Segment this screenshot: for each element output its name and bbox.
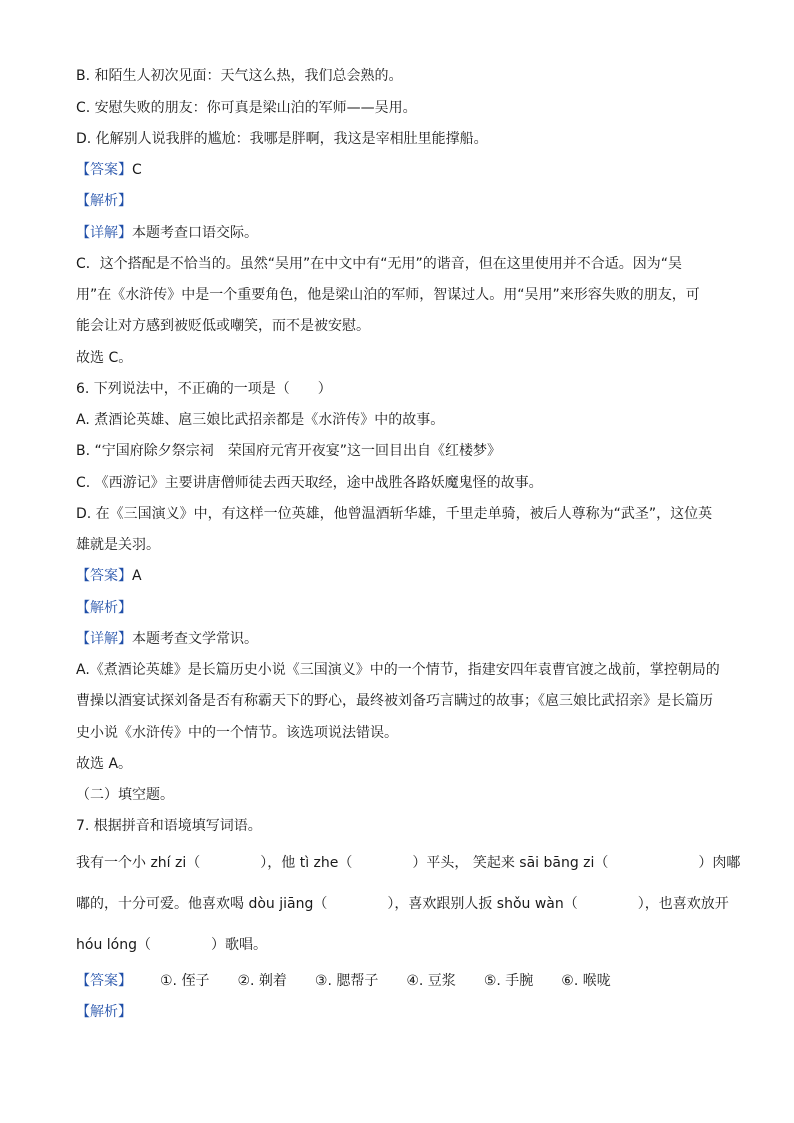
answer-line-5	[76, 160, 726, 180]
answer-item: ⑥. 喉咙	[561, 973, 611, 989]
answer-item: ④. 豆浆	[406, 973, 456, 989]
detail-text: 本题考查口语交际。	[132, 225, 258, 241]
analysis-tag: 【解析】	[76, 600, 132, 616]
explanation-line: 曹操以酒宴试探刘备是否有称霸天下的野心，最终被刘备巧言瞒过的故事；《扈三娘比武招亲》是长篇历	[76, 693, 713, 709]
question-6: 6. 下列说法中，不正确的一项是（ ）	[76, 381, 332, 397]
analysis-tag: 【解析】	[76, 1004, 132, 1020]
answer-item: ③. 腮帮子	[314, 973, 379, 989]
q6-option-d-cont: 雄就是关羽。	[76, 537, 160, 553]
answer-value: A	[132, 568, 142, 584]
pinyin-line-3: hóu lóng（ ）歌唱。	[76, 937, 267, 953]
option-d: D. 化解别人说我胖的尴尬：我哪是胖啊，我这是宰相肚里能撑船。	[76, 131, 488, 147]
detail-line-5	[76, 223, 726, 243]
q6-option-a: A. 煮酒论英雄、扈三娘比武招亲都是《水浒传》中的故事。	[76, 412, 445, 428]
option-c: C. 安慰失败的朋友：你可真是梁山泊的军师——吴用。	[76, 100, 417, 116]
section-heading: （二）填空题。	[76, 787, 174, 803]
analysis-tag: 【解析】	[76, 193, 132, 209]
analysis-line-7	[76, 1002, 726, 1022]
detail-line-6	[76, 629, 726, 649]
detail-text: 本题考查文学常识。	[132, 631, 258, 647]
q6-option-b: B. “宁国府除夕祭宗祠 荣国府元宵开夜宴”这一回目出自《红楼梦》	[76, 443, 502, 459]
explanation-line: 史小说《水浒传》中的一个情节。该选项说法错误。	[76, 725, 398, 741]
explanation-line: 能会让对方感到被贬低或嘲笑，而不是被安慰。	[76, 318, 370, 334]
explanation-line: A.《煮酒论英雄》是长篇历史小说《三国演义》中的一个情节，指建安四年袁曹官渡之战前，掌控朝局的	[76, 662, 720, 678]
detail-tag: 【详解】	[76, 225, 132, 241]
explanation-line: 用”在《水浒传》中是一个重要角色，他是梁山泊的军师，智谋过人。用“吴用”来形容失败的朋友，可	[76, 287, 700, 303]
option-b: B. 和陌生人初次见面：天气这么热，我们总会熟的。	[76, 68, 403, 84]
q6-option-c: C. 《西游记》主要讲唐僧师徒去西天取经，途中战胜各路妖魔鬼怪的故事。	[76, 475, 543, 491]
answer-tag: 【答案】	[76, 568, 132, 584]
answer-item: ②. 剃着	[237, 973, 287, 989]
explanation-line: C．这个搭配是不恰当的。虽然“吴用”在中文中有“无用”的谐音，但在这里使用并不合适。因为“吴	[76, 256, 683, 272]
pinyin-line-2: 嘟的，十分可爱。他喜欢喝 dòu jiāng（ ），喜欢跟别人扳 shǒu wàn（ ），也喜欢放开	[76, 896, 729, 912]
question-7: 7. 根据拼音和语境填写词语。	[76, 818, 262, 834]
analysis-line-5	[76, 191, 726, 211]
answer-item: ①. 侄子	[160, 973, 210, 989]
q6-option-d: D. 在《三国演义》中，有这样一位英雄，他曾温酒斩华雄，千里走单骑，被后人尊称为“武圣”，这位英	[76, 506, 713, 522]
pinyin-line-1: 我有一个小 zhí zi（ ），他 tì zhe（ ）平头， 笑起来 sāi bāng zi（ ）肉嘟	[76, 855, 741, 871]
detail-tag: 【详解】	[76, 631, 132, 647]
analysis-line-6	[76, 598, 726, 618]
conclusion-line: 故选 C。	[76, 350, 133, 366]
answer-tag: 【答案】	[76, 162, 132, 178]
answer-item: ⑤. 手腕	[483, 973, 534, 989]
answer-value: C	[132, 162, 142, 178]
answer-tag: 【答案】	[76, 973, 132, 989]
conclusion-line: 故选 A。	[76, 756, 133, 772]
answer-line-6	[76, 566, 726, 586]
answer-line-7	[76, 971, 726, 991]
